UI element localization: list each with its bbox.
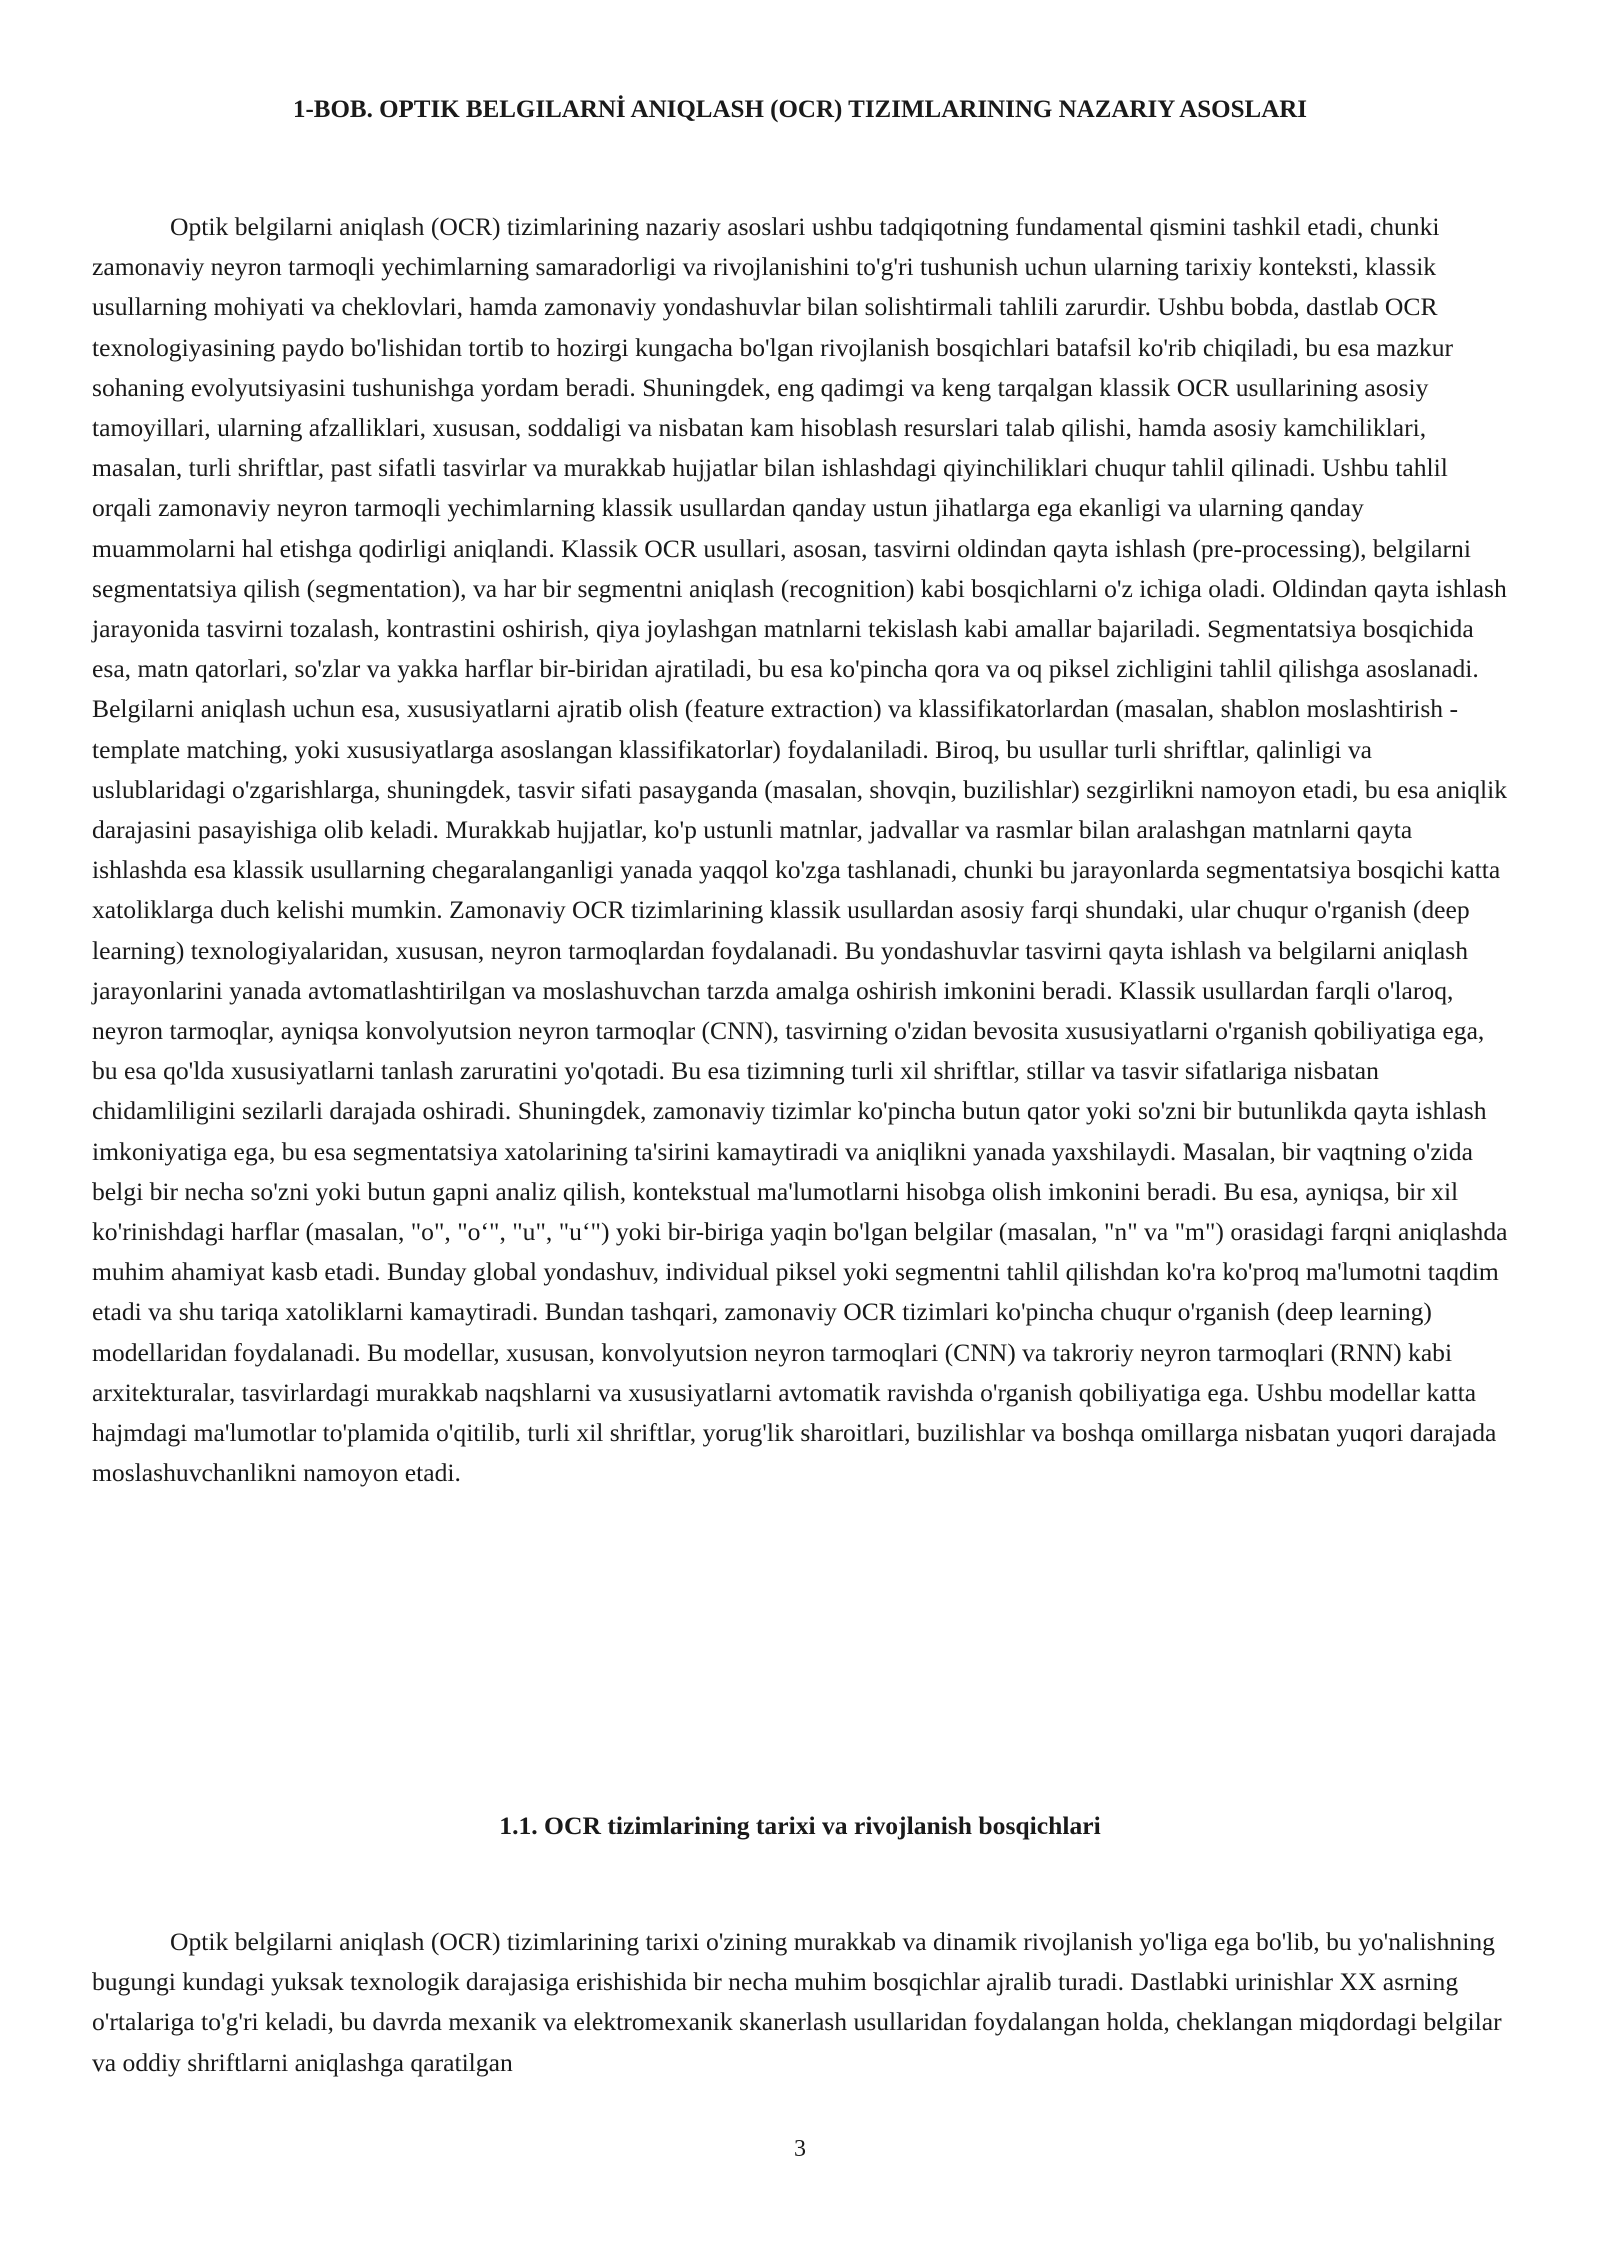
document-page [92, 0, 1508, 2264]
intro-paragraph: Optik belgilarni aniqlash (OCR) tizimlarining nazariy asoslari ushbu tadqiqotning fundamental qismini tashkil etadi, chunki zamonaviy neyron tarmoqli yechimlarning samaradorligi va rivojlanishini to'g'ri tushunish uchun ularning tarixiy konteksti, klassik usullarning mohiyati va cheklovlari, hamda zamonaviy yondashuvlar bilan solishtirmali tahlili zarurdir. Ushbu bobda, dastlab OCR texnologiyasining paydo bo'lishidan tortib to hozirgi kungacha bo'lgan rivojlanish bosqichlari batafsil ko'rib chiqiladi, bu esa mazkur sohaning evolyutsiyasini tushunishga yordam beradi. Shuningdek, eng qadimgi va keng tarqalgan klassik OCR usullarining asosiy tamoyillari, ularning afzalliklari, xususan, soddaligi va nisbatan kam hisoblash resurslari talab qilishi, hamda asosiy kamchiliklari, masalan, turli shriftlar, past sifatli tasvirlar va murakkab hujjatlar bilan ishlashdagi qiyinchiliklari chuqur tahlil qilinadi. Ushbu tahlil orqali zamonaviy neyron tarmoqli yechimlarning klassik usullardan qanday ustun jihatlarga ega ekanligi va ularning qanday muammolarni hal etishga qodirligi aniqlandi. Klassik OCR usullari, asosan, tasvirni oldindan qayta ishlash (pre-processing), belgilarni segmentatsiya qilish (segmentation), va har bir segmentni aniqlash (recognition) kabi bosqichlarni o'z ichiga oladi. Oldindan qayta ishlash jarayonida tasvirni tozalash, kontrastini oshirish, qiya joylashgan matnlarni tekislash kabi amallar bajariladi. Segmentatsiya bosqichida esa, matn qatorlari, so'zlar va yakka harflar bir-biridan ajratiladi, bu esa ko'pincha qora va oq piksel zichligini tahlil qilishga asoslanadi. Belgilarni aniqlash uchun esa, xususiyatlarni ajratib olish (feature extraction) va klassifikatorlardan (masalan, shablon moslashtirish - template matching, yoki xususiyatlarga asoslangan klassifikatorlar) foydalaniladi. Biroq, bu usullar turli shriftlar, qalinligi va uslublaridagi o'zgarishlarga, shuningdek, tasvir sifati pasayganda (masalan, shovqin, buzilishlar) sezgirlikni namoyon etadi, bu esa aniqlik darajasini pasayishiga olib keladi. Murakkab hujjatlar, ko'p ustunli matnlar, jadvallar va rasmlar bilan aralashgan matnlarni qayta ishlashda esa klassik usullarning chegaralanganligi yanada yaqqol ko'zga tashlanadi, chunki bu jarayonlarda segmentatsiya bosqichi katta xatoliklarga duch kelishi mumkin. Zamonaviy OCR tizimlarining klassik usullardan asosiy farqi shundaki, ular chuqur o'rganish (deep learning) texnologiyalaridan, xususan, neyron tarmoqlardan foydalanadi. Bu yondashuvlar tasvirni qayta ishlash va belgilarni aniqlash jarayonlarini yanada avtomatlashtirilgan va moslashuvchan tarzda amalga oshirish imkonini beradi. Klassik usullardan farqli o'laroq, neyron tarmoqlar, ayniqsa konvolyutsion neyron tarmoqlar (CNN), tasvirning o'zidan bevosita xususiyatlarni o'rganish qobiliyatiga ega, bu esa qo'lda xususiyatlarni tanlash zaruratini yo'qotadi. Bu esa tizimning turli xil shriftlar, stillar va tasvir sifatlariga nisbatan chidamliligini sezilarli darajada oshiradi. Shuningdek, zamonaviy tizimlar ko'pincha butun qator yoki so'zni bir butunlikda qayta ishlash imkoniyatiga ega, bu esa segmentatsiya xatolarining ta'sirini kamaytiradi va aniqlikni yanada yaxshilaydi. Masalan, bir vaqtning o'zida belgi bir necha so'zni yoki butun gapni analiz qilish, kontekstual ma'lumotlarni hisobga olish imkonini beradi. Bu esa, ayniqsa, bir xil ko'rinishdagi harflar (masalan, "o", "o‘", "u", "u‘") yoki bir-biriga yaqin bo'lgan belgilar (masalan, "n" va "m") orasidagi farqni aniqlashda muhim ahamiyat kasb etadi. Bunday global yondashuv, individual piksel yoki segmentni tahlil qilishdan ko'ra ko'proq ma'lumotni taqdim etadi va shu tariqa xatoliklarni kamaytiradi. Bundan tashqari, zamonaviy OCR tizimlari ko'pincha chuqur o'rganish (deep learning) modellaridan foydalanadi. Bu modellar, xususan, konvolyutsion neyron tarmoqlari (CNN) va takroriy neyron tarmoqlari (RNN) kabi arxitekturalar, tasvirlardagi murakkab naqshlarni va xususiyatlarni avtomatik ravishda o'rganish qobiliyatiga ega. Ushbu modellar katta hajmdagi ma'lumotlar to'plamida o'qitilib, turli xil shriftlar, yorug'lik sharoitlari, buzilishlar va boshqa omillarga nisbatan yuqori darajada moslashuvchanlikni namoyon etadi. [92, 212, 1508, 1488]
section-title: 1.1. OCR tizimlarining tarixi va rivojlanish bosqichlari [499, 1811, 1101, 1840]
page-number: 3 [794, 2136, 806, 2162]
chapter-title: 1-BOB. OPTIK BELGILARNİ ANIQLASH (OCR) TIZIMLARINING NAZARIY ASOSLARI [292, 96, 1308, 123]
section-paragraph: Optik belgilarni aniqlash (OCR) tizimlarining tarixi o'zining murakkab va dinamik rivojlanish yo'liga ega bo'lib, bu yo'nalishning bugungi kundagi yuksak texnologik darajasiga erishishida bir necha muhim bosqichlar ajralib turadi. Dastlabki urinishlar XX asrning o'rtalariga to'g'ri keladi, bu davrda mexanik va elektromexanik skanerlash usullaridan foydalangan holda, cheklangan miqdordagi belgilar va oddiy shriftlarni aniqlashga qaratilgan [92, 1927, 1502, 2077]
